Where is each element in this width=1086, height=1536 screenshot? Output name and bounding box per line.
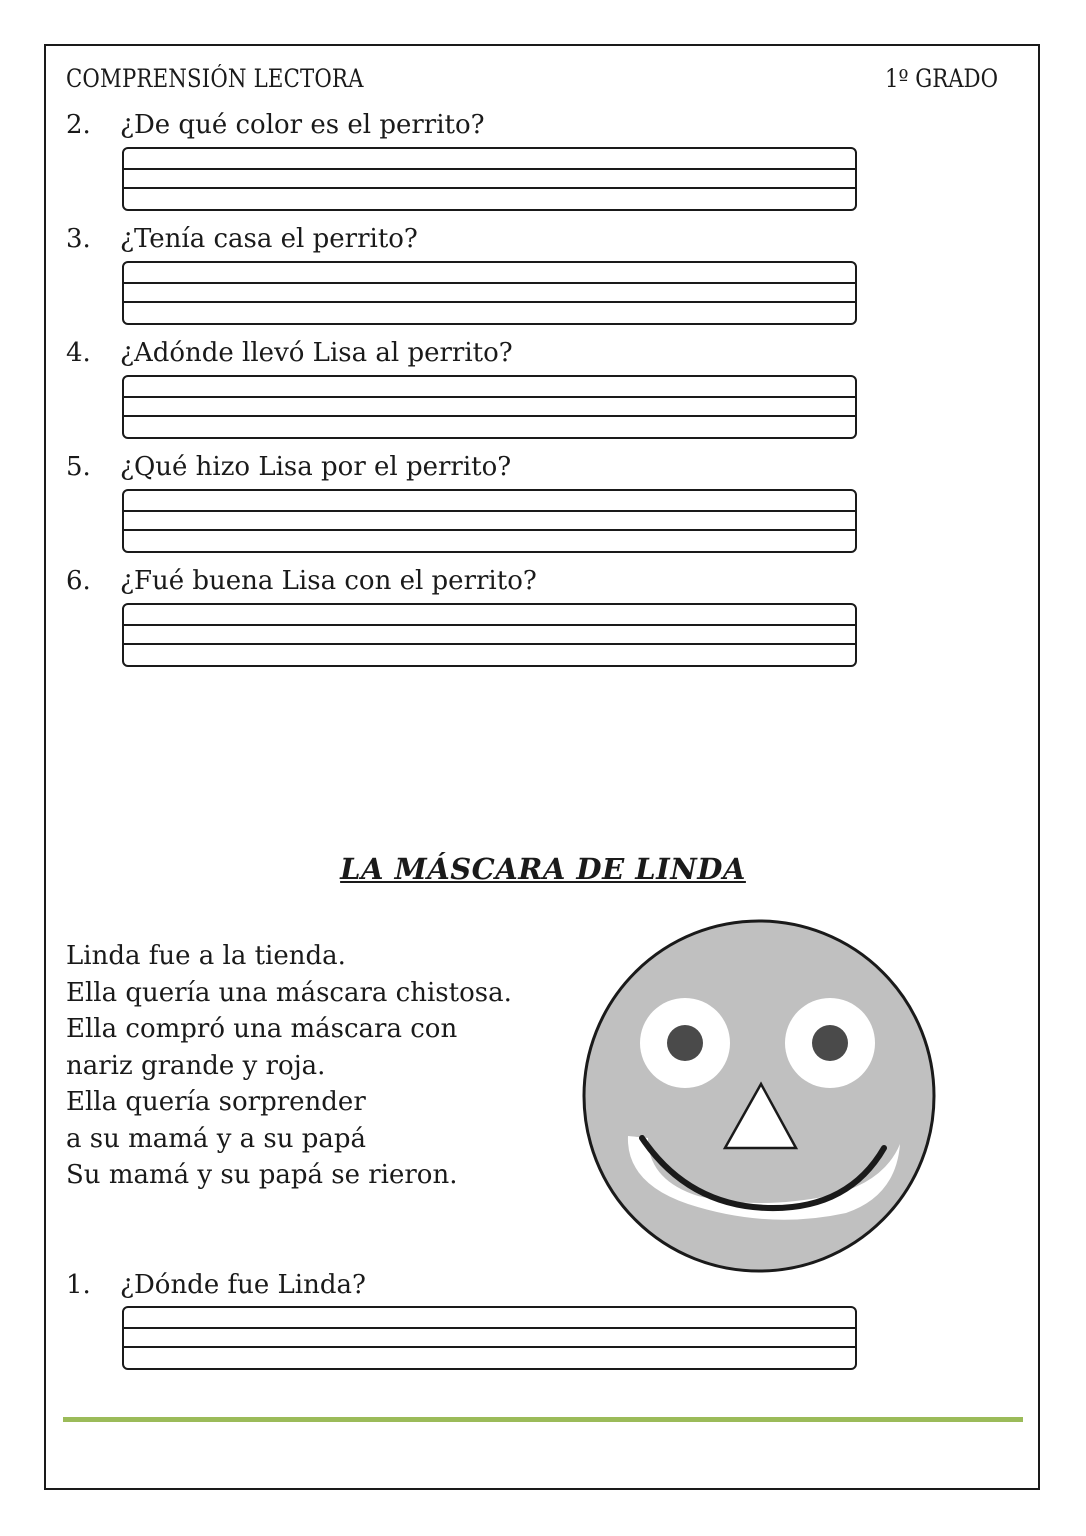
question-text: ¿Tenía casa el perrito? [120,224,418,254]
answer-box-5[interactable] [122,489,857,553]
writing-line [124,1346,855,1348]
writing-line [124,301,855,303]
question-4 [66,338,513,368]
question-number: 6. [66,566,91,596]
answer-box-3[interactable] [122,261,857,325]
question-text: ¿Adónde llevó Lisa al perrito? [120,338,513,368]
story-line: Su mamá y su papá se rieron. [66,1160,458,1190]
worksheet-title: COMPRENSIÓN LECTORA [66,64,364,93]
story-title: LA MÁSCARA DE LINDA [340,852,746,886]
answer-box-2[interactable] [122,147,857,211]
writing-line [124,624,855,626]
question-number: 2. [66,110,91,140]
mask-face-illustration [578,918,942,1278]
question-3 [66,224,418,254]
writing-line [124,396,855,398]
question-2 [66,110,485,140]
question-text: ¿Fué buena Lisa con el perrito? [120,566,537,596]
question-1 [66,1270,366,1300]
writing-line [124,510,855,512]
story-line: a su mamá y a su papá [66,1123,367,1154]
story-line: nariz grande y roja. [66,1050,326,1081]
answer-box-6[interactable] [122,603,857,667]
grade-label: 1º GRADO [884,64,998,93]
story-line: Ella quería una máscara chistosa. [66,977,512,1008]
story-line: Ella compró una máscara con [66,1014,458,1044]
writing-line [124,529,855,531]
story-text [66,938,512,1194]
story-line: Linda fue a la tienda. [66,941,346,971]
writing-line [124,1327,855,1329]
question-number: 5. [66,452,91,482]
footer-rule [63,1417,1023,1422]
question-text: ¿Dónde fue Linda? [120,1270,366,1300]
story-line: Ella quería sorprender [66,1087,366,1117]
writing-line [124,168,855,170]
writing-line [124,187,855,189]
left-pupil [667,1025,703,1061]
question-6 [66,566,537,596]
writing-line [124,643,855,645]
writing-line [124,415,855,417]
answer-box-1[interactable] [122,1306,857,1370]
question-text: ¿De qué color es el perrito? [120,110,485,140]
question-number: 3. [66,224,91,254]
question-number: 1. [66,1270,91,1300]
writing-line [124,282,855,284]
answer-box-4[interactable] [122,375,857,439]
question-number: 4. [66,338,91,368]
right-pupil [812,1025,848,1061]
question-5 [66,452,511,482]
question-text: ¿Qué hizo Lisa por el perrito? [120,452,512,482]
